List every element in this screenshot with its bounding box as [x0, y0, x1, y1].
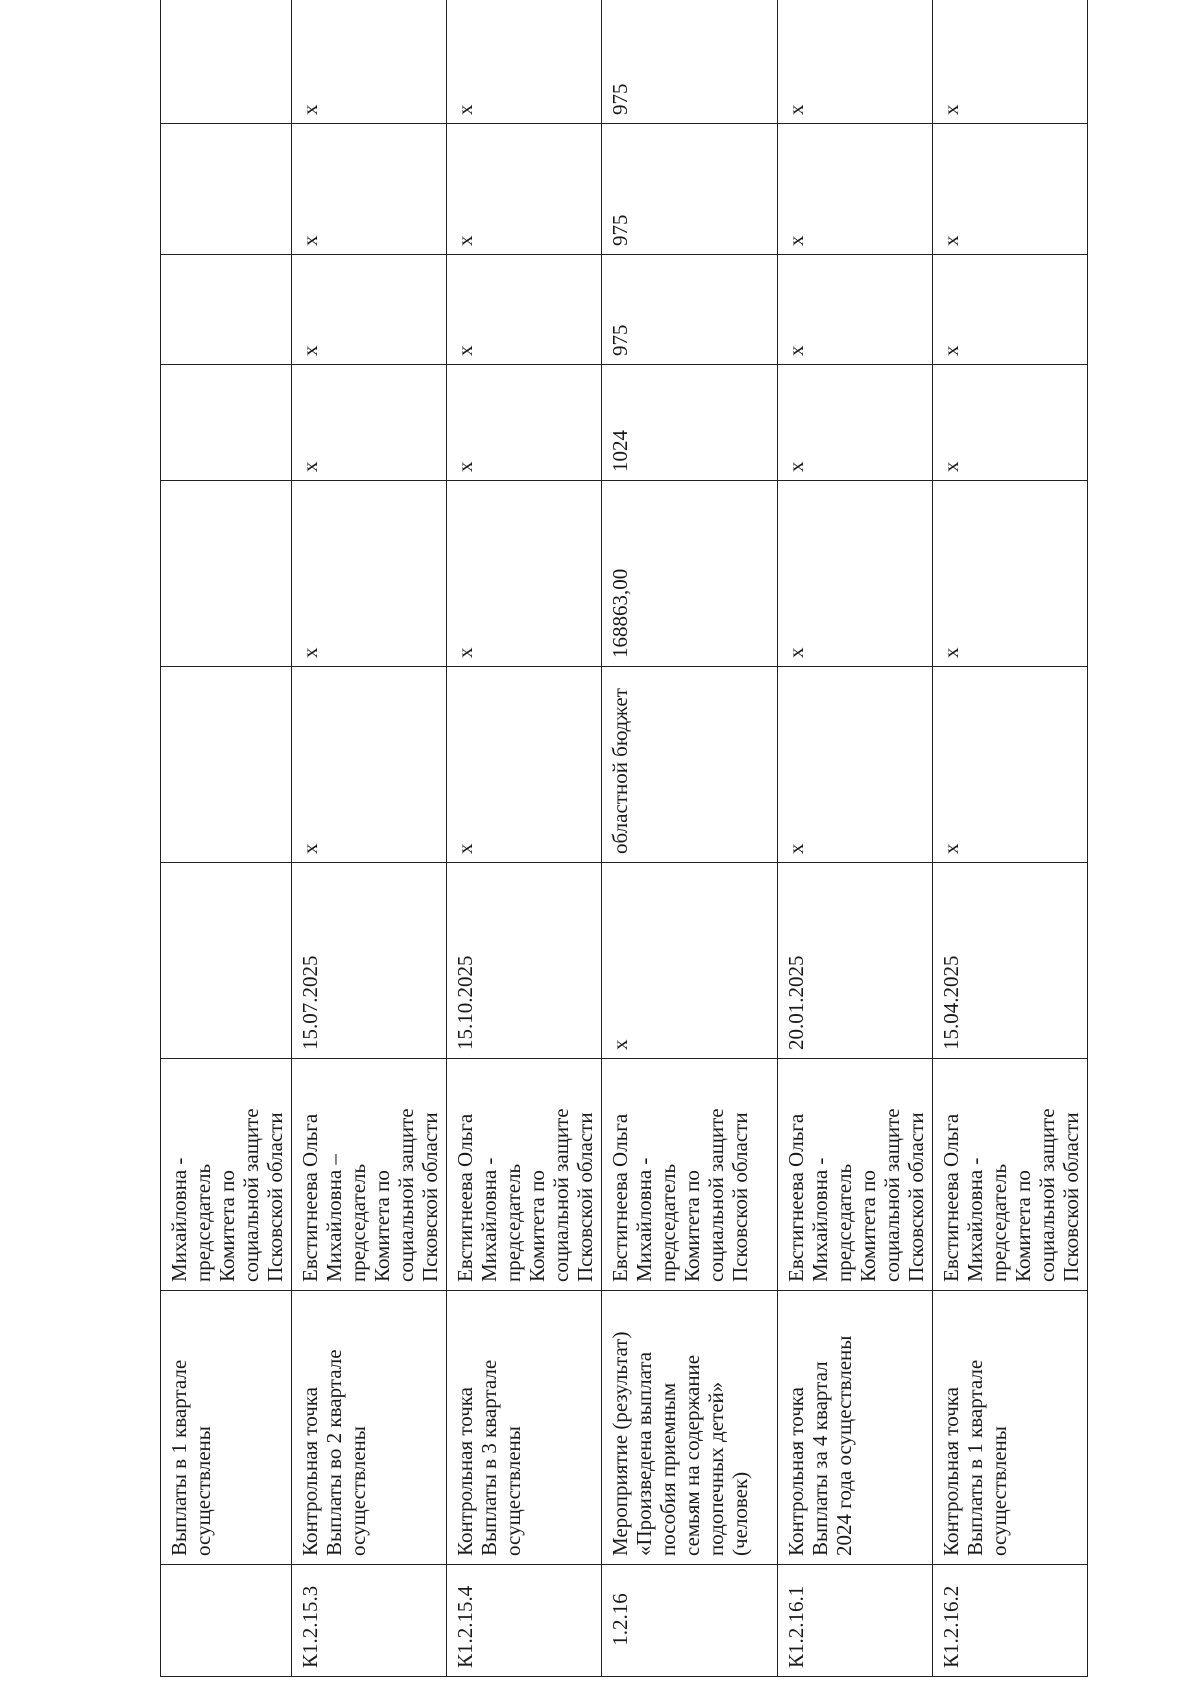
row-name-text: Контрольная точка Выплаты за 4 квартал 2024 года осуществлены [784, 1335, 856, 1556]
row-value-3: х [778, 124, 933, 255]
row-name-text: Контрольная точка Выплаты в 1 квартале осуществлены [939, 1359, 1011, 1556]
row-name [778, 1291, 933, 1565]
row-source: областной бюджет [602, 667, 778, 863]
row-date: 15.10.2025 [447, 863, 602, 1059]
row-responsible-text: Евстигнеева Ольга Михайловна – председатель Комитета по социальной защите Псковской области [298, 1108, 442, 1282]
row-name-text: Контрольная точка Выплаты во 2 квартале осуществлены [298, 1349, 370, 1556]
row-value-3 [161, 124, 292, 255]
table-body [161, 0, 1088, 1677]
row-value-2 [161, 255, 292, 365]
row-value-3: х [933, 124, 1088, 255]
row-source [161, 667, 292, 863]
row-value-4: х [447, 0, 602, 124]
row-responsible [778, 1059, 933, 1291]
table-row [161, 0, 292, 1677]
row-responsible [933, 1059, 1088, 1291]
row-value-3: 975 [602, 124, 778, 255]
row-value-2: 975 [602, 255, 778, 365]
row-name-text: Контрольная точка Выплаты в 3 квартале осуществлены [453, 1359, 525, 1556]
row-value-2: х [933, 255, 1088, 365]
row-source: х [447, 667, 602, 863]
row-value-4: х [778, 0, 933, 124]
row-value-1: х [447, 365, 602, 481]
table-row [933, 0, 1088, 1677]
table-row [778, 0, 933, 1677]
row-value-4: х [292, 0, 447, 124]
row-responsible [602, 1059, 778, 1291]
row-source: х [292, 667, 447, 863]
row-code: К1.2.16.1 [778, 1565, 933, 1677]
row-amount: х [933, 481, 1088, 667]
row-value-1: х [292, 365, 447, 481]
table-row [602, 0, 778, 1677]
row-value-2: х [292, 255, 447, 365]
row-code: К1.2.15.4 [447, 1565, 602, 1677]
row-date: 20.01.2025 [778, 863, 933, 1059]
table-row [292, 0, 447, 1677]
row-value-3: х [292, 124, 447, 255]
row-responsible-text: Евстигнеева Ольга Михайловна - председатель Комитета по социальной защите Псковской области [453, 1108, 597, 1282]
row-amount: х [778, 481, 933, 667]
row-responsible [292, 1059, 447, 1291]
row-name [161, 1291, 292, 1565]
row-code: К1.2.16.2 [933, 1565, 1088, 1677]
row-source: х [778, 667, 933, 863]
row-code: К1.2.15.3 [292, 1565, 447, 1677]
row-value-1: х [778, 365, 933, 481]
row-name-text: Мероприятие (результат) «Произведена выплата пособия приемным семьям на содержание подопечных детей» (человек) [608, 1331, 752, 1556]
row-value-4 [161, 0, 292, 124]
row-name [447, 1291, 602, 1565]
row-name [292, 1291, 447, 1565]
row-value-1: х [933, 365, 1088, 481]
row-value-2: х [447, 255, 602, 365]
row-date: 15.07.2025 [292, 863, 447, 1059]
row-responsible [161, 1059, 292, 1291]
row-name [602, 1291, 778, 1565]
row-value-1 [161, 365, 292, 481]
row-date [161, 863, 292, 1059]
row-amount [161, 481, 292, 667]
table-row [447, 0, 602, 1677]
row-value-1: 1024 [602, 365, 778, 481]
row-code: 1.2.16 [602, 1565, 778, 1677]
row-responsible [447, 1059, 602, 1291]
row-code [161, 1565, 292, 1677]
row-responsible-text: Евстигнеева Ольга Михайловна - председатель Комитета по социальной защите Псковской области [784, 1108, 928, 1282]
row-value-3: х [447, 124, 602, 255]
row-source: х [933, 667, 1088, 863]
row-amount: х [447, 481, 602, 667]
row-responsible-text: Евстигнеева Ольга Михайловна - председатель Комитета по социальной защите Псковской области [608, 1108, 752, 1282]
row-value-4: х [933, 0, 1088, 124]
row-name-text: Выплаты в 1 квартале осуществлены [167, 1359, 215, 1556]
row-date: х [602, 863, 778, 1059]
row-responsible-text: Михайловна - председатель Комитета по социальной защите Псковской области [167, 1108, 287, 1282]
row-date: 15.04.2025 [933, 863, 1088, 1059]
row-value-2: х [778, 255, 933, 365]
row-amount: х [292, 481, 447, 667]
row-amount: 168863,00 [602, 481, 778, 667]
row-value-4: 975 [602, 0, 778, 124]
row-name [933, 1291, 1088, 1565]
plan-table [160, 0, 1088, 1677]
row-responsible-text: Евстигнеева Ольга Михайловна - председатель Комитета по социальной защите Псковской области [939, 1108, 1083, 1282]
